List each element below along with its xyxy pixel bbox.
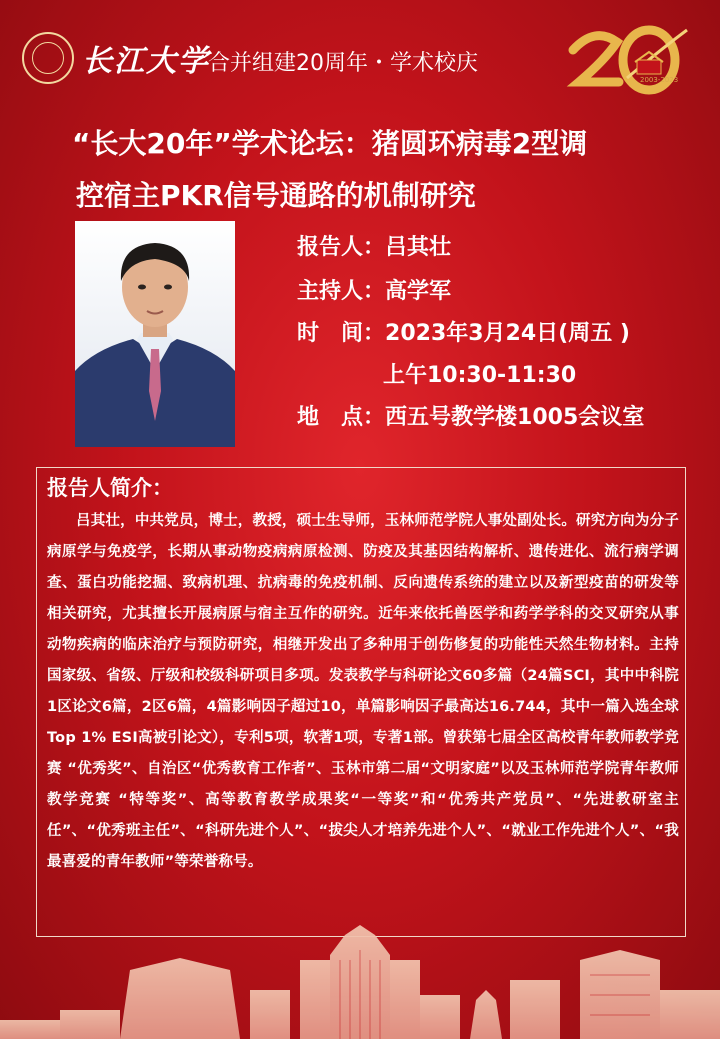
forum-title (72, 118, 672, 222)
place-label: 地 点： (297, 405, 386, 430)
bio-text: 吕其壮，中共党员，博士，教授，硕士生导师，玉林师范学院人事处副处长。研究方向为分子病原学与免疫学，长期从事动物疫病病原检测、防疫及其基因结构解析、遗传进化、流行病学调查、蛋白功能挖掘、致病机理、抗病毒的免疫机制、反向遗传系统的建立以及新型疫苗的研发等相关研究，尤其擅长开展病原与宿主互作的研究。近年来依托兽医学和药学学科的交叉研究从事动物疾病的临床治疗与预防研究，相继开发出了多种用于创伤修复的功能性天然生物材料。主持国家级、省级、厅级和校级科研项目多项。发表教学与科研论文60多篇（24篇SCI，其中中科院1区论文6篇，2区6篇，4篇影响因子超过10，单篇影响因子最高达16.744，其中一篇入选全球Top 1% ESI高被引论文），专利5项，软著1项，专著1部。曾获第七届全区高校青年教师教学竞赛 “优秀奖”、自治区“优秀教育工作者”、玉林市第二届“文明家庭”以及玉林师范学院青年教师教学竞赛 “特等奖”、高等教育教学成果奖“一等奖”和“优秀共产党员”、“先进教研室主任”、“优秀班主任”、“科研先进个人”、“拔尖人才培养先进个人”、“就业工作先进个人”、“我最喜爱的青年教师”等荣誉称号。 (47, 513, 679, 870)
place-value: 西五号教学楼1005会议室 (385, 405, 645, 430)
speaker-photo (75, 221, 235, 447)
host-row (297, 274, 451, 305)
header (0, 0, 720, 110)
anniversary-years: 2003-2023 (640, 76, 679, 84)
speaker-value: 吕其壮 (385, 235, 452, 260)
time-row (297, 316, 630, 347)
title-line-1: “长大20年”学术论坛：猪圆环病毒2型调 (72, 127, 588, 160)
speaker-label: 报告人： (297, 235, 386, 260)
host-value: 高学军 (385, 279, 452, 304)
speaker-row (297, 230, 451, 261)
time-value-2: 上午10:30-11:30 (383, 363, 577, 388)
university-seal-icon (22, 32, 74, 84)
campus-skyline-illustration (0, 920, 720, 1039)
university-name: 长江大学 (82, 44, 210, 79)
speaker-portrait-icon (75, 221, 235, 447)
place-row (297, 400, 644, 431)
time-label: 时 间： (297, 321, 386, 346)
bio-heading: 报告人简介： (47, 476, 173, 500)
speaker-bio-box (36, 467, 686, 937)
anniversary-20-logo-icon (565, 20, 690, 102)
anniversary-text: 合并组建20周年・学术校庆 (208, 51, 478, 76)
time-value: 2023年3月24日(周五 ) (385, 321, 630, 346)
title-line-2: 控宿主PKR信号通路的机制研究 (76, 179, 476, 212)
host-label: 主持人： (297, 279, 386, 304)
time-row-2 (383, 358, 576, 389)
